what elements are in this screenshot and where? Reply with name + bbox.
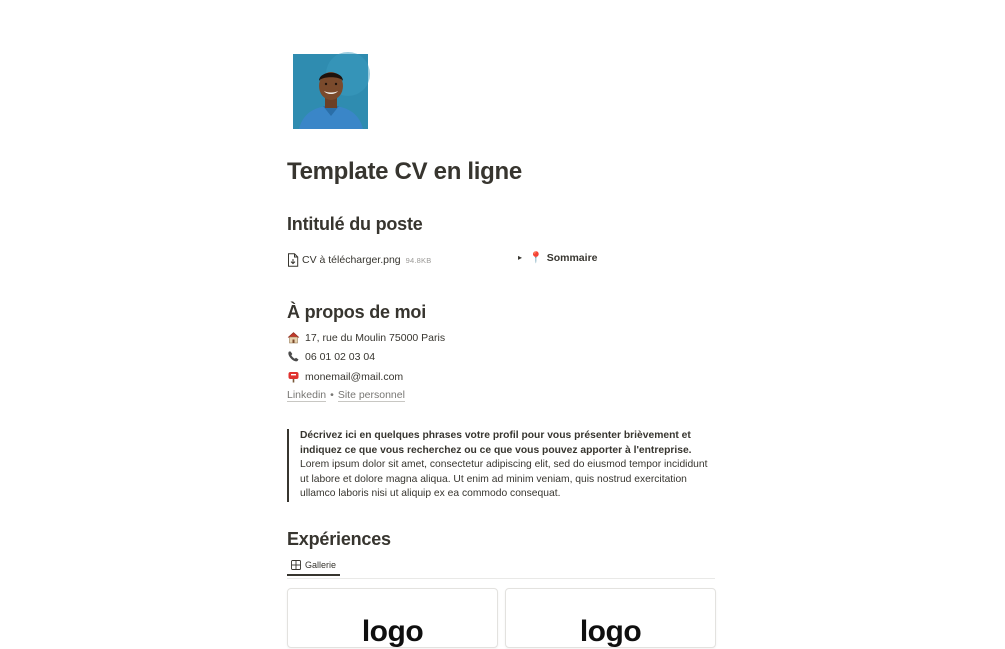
tab-gallerie[interactable] [287,560,340,576]
linkedin-link[interactable]: Linkedin [287,389,327,401]
file-icon [287,253,299,267]
file-attachment[interactable] [287,253,431,267]
card-logo: logo [361,615,424,648]
pin-icon: 📍 [529,252,543,264]
file-name: CV à télécharger.png [302,254,401,266]
file-size: 94.8KB [405,255,432,265]
phone-icon [287,350,300,363]
job-title-heading[interactable]: Intitulé du poste [287,214,423,234]
house-icon [287,331,300,344]
page-title[interactable]: Template CV en ligne [287,158,522,185]
tab-divider [287,578,715,579]
gallery-card[interactable] [287,588,498,648]
link-separator: • [330,389,334,401]
address-line[interactable] [287,331,445,344]
profile-avatar[interactable] [293,54,368,129]
phone-line[interactable] [287,350,375,363]
social-links [287,389,405,401]
profile-photo [293,54,368,129]
email-text: monemail@mail.com [305,370,404,383]
profile-quote[interactable] [287,429,715,502]
gallery-grid-icon [291,560,301,570]
phone-text: 06 01 02 03 04 [305,350,376,363]
toggle-sommaire[interactable] [518,251,598,264]
card-logo: logo [579,615,642,648]
email-line[interactable] [287,370,403,383]
about-heading[interactable]: À propos de moi [287,302,427,322]
quote-body-text: Lorem ipsum dolor sit amet, consectetur adipiscing elit, sed do eiusmod tempor incididunt ut labore et dolore magna aliqua. Ut enim ad minim veniam, quis nostrud exercitation ullamco laboris nisi ut aliquip ex ea commodo consequat. [300,459,708,499]
toggle-label: Sommaire [546,251,598,264]
tab-label: Gallerie [305,560,337,570]
toggle-triangle-icon[interactable]: ▸ [518,253,523,262]
gallery-card[interactable] [505,588,716,648]
address-text: 17, rue du Moulin 75000 Paris [305,331,446,344]
quote-bold-text: Décrivez ici en quelques phrases votre profil pour vous présenter brièvement et indiquez ce que vous recherchez ou ce que vous pouvez apporter à l'entreprise. [300,430,692,456]
personal-site-link[interactable]: Site personnel [337,389,405,401]
mailbox-icon [287,370,300,383]
page-content [287,0,715,648]
experiences-heading[interactable]: Expériences [287,529,391,549]
